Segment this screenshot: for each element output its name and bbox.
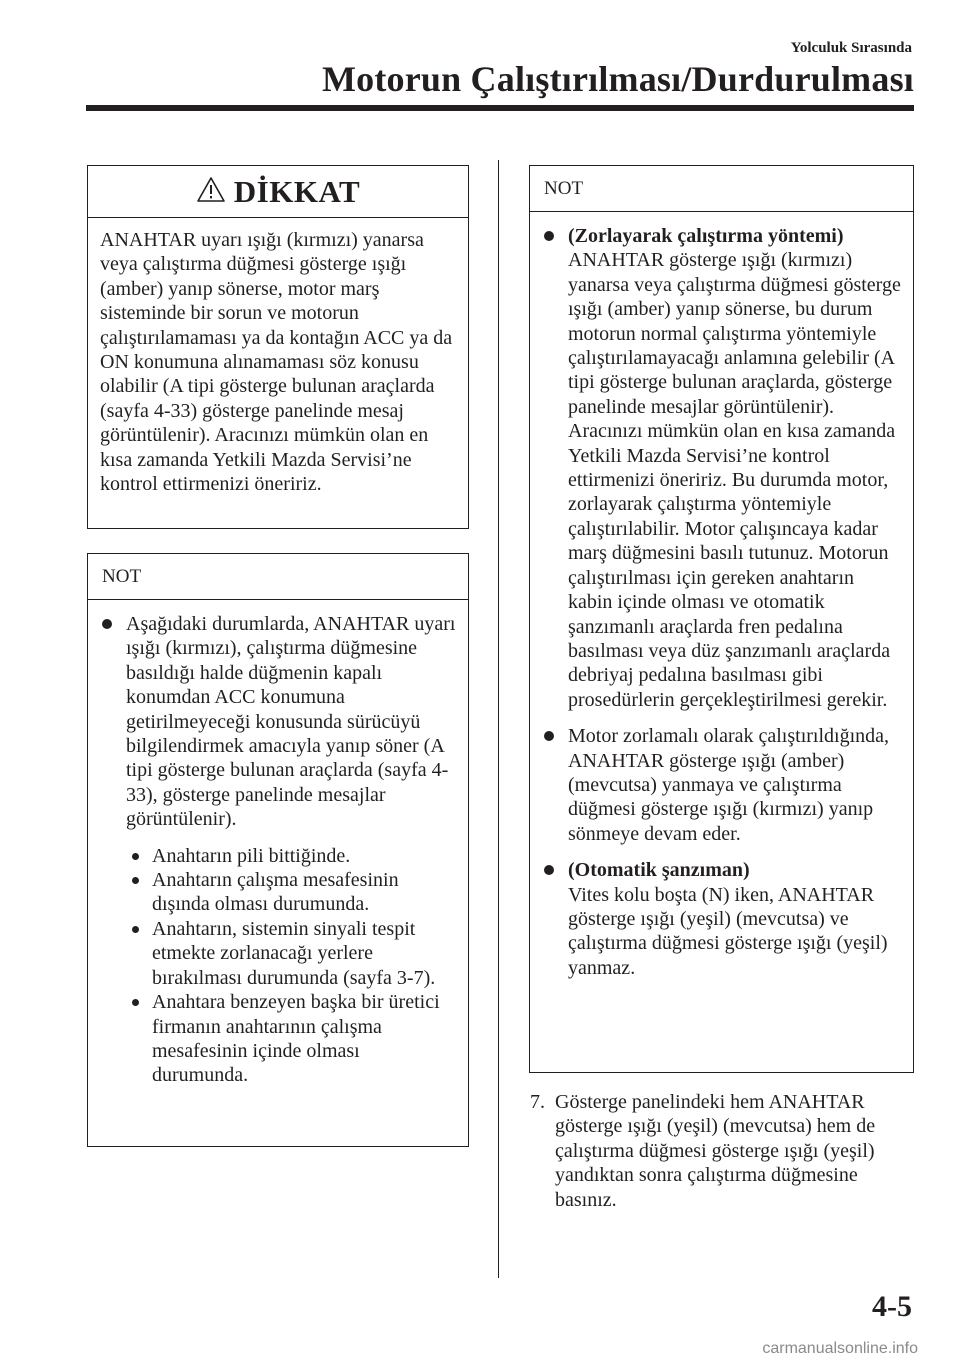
chapter-title: Motorun Çalıştırılması/Durdurulması [321,59,914,99]
watermark: carmanualsonline.info [762,1340,918,1357]
header-rule [86,105,914,111]
warning-triangle-icon [196,176,226,208]
note-sub-item: Anahtarın çalışma mesafesinin dışında olması durumunda. [126,868,456,917]
note-header: NOT [530,166,913,212]
note-bullet-text: Vites kolu boşta (N) iken, ANAHTAR gösterge ışığı (yeşil) (mevcutsa) ve çalıştırma düğmesi gösterge ışığı (yeşil) yanmaz. [568,883,888,979]
note-bullet [542,224,903,712]
note-bullet-text: Motor zorlamalı olarak çalıştırıldığında, ANAHTAR gösterge ışığı (amber) (mevcutsa) yanmaya ve çalıştırma düğmesi gösterge ışığı (kırmızı) yanıp sönmeye devam eder. [568,725,890,845]
caution-title: DİKKAT [233,173,361,209]
column-divider [498,160,499,1278]
page-number: 4-5 [872,1290,912,1323]
note-sub-item: Anahtara benzeyen başka bir üretici firmanın anahtarının çalışma mesafesinin içinde olması durumunda. [126,990,456,1088]
note-bullet-text: Aşağıdaki durumlarda, ANAHTAR uyarı ışığı (kırmızı), çalıştırma düğmesine basıldığı halde düğmenin kapalı konumdan ACC konumuna getirilmeyeceği konusunda sürücüyü bilgilendirmek amacıyla yanıp söner (A tipi gösterge bulunan araçlarda (sayfa 4-33), gösterge panelinde mesajlar görüntülenir). [126,613,456,831]
note-bullet [542,724,903,846]
note-bullet [100,612,456,1088]
note-sub-item: Anahtarın pili bittiğinde. [126,844,456,868]
step-number: 7. [530,1091,545,1113]
caution-header [88,166,468,218]
note-box-left [87,553,469,1147]
note-bullet-heading: (Otomatik şanzıman) [568,859,750,882]
note-sub-item: Anahtarın, sistemin sinyali tespit etmekte zorlanacağı yerlere bırakılması durumunda (sayfa 3-7). [126,917,456,990]
step-text: Gösterge panelindeki hem ANAHTAR gösterge ışığı (yeşil) (mevcutsa) hem de çalıştırma düğmesi gösterge ışığı (yeşil) yandıktan sonra çalıştırma düğmesine basınız. [555,1091,876,1211]
caution-box [87,165,469,529]
note-box-right [529,165,914,1073]
note-bullet [542,858,903,980]
note-bullet-text: ANAHTAR gösterge ışığı (kırmızı) yanarsa veya çalıştırma düğmesi gösterge ışığı (amber) yanıp sönerse, bu durum motorun normal çalıştırma yöntemiyle çalıştırılamayacağı anlamına gelebilir (A tipi gösterge bulunan araçlarda, gösterge panelinde mesajlar görüntülenir). Aracınızı mümkün olan en kısa zamanda Yetkili Mazda Servisi’ne kontrol ettirmenizi öneririz. Bu durumda motor, zorlayarak çalıştırma yöntemiyle çalıştırılabilir. Motor çalışıncaya kadar marş düğmesini basılı tutunuz. Motorun çalıştırılması için gereken anahtarın kabin içinde olması ve otomatik şanzımanlı araçlarda fren pedalına basılması veya düz şanzımanlı araçlarda debriyaj pedalına basılması gibi prosedürlerin gerçekleştirilmesi gerekir. [568,249,901,711]
note-bullet-heading: (Zorlayarak çalıştırma yöntemi) [568,225,844,247]
caution-text: ANAHTAR uyarı ışığı (kırmızı) yanarsa veya çalıştırma düğmesi gösterge ışığı (amber) yanıp sönerse, motor marş sisteminde bir sorun ve motorun çalıştırılamaması ya da kontağın ACC ya da ON konumuna alınamaması söz konusu olabilir (A tipi gösterge bulunan araçlarda (sayfa 4-33) gösterge panelinde mesaj görüntülenir). Aracınızı mümkün olan en kısa zamanda Yetkili Mazda Servisi’ne kontrol ettirmenizi öneririz. [100,229,453,496]
procedure-step [530,1090,920,1212]
note-header: NOT [88,554,468,600]
section-title: Yolculuk Sırasında [790,40,912,56]
